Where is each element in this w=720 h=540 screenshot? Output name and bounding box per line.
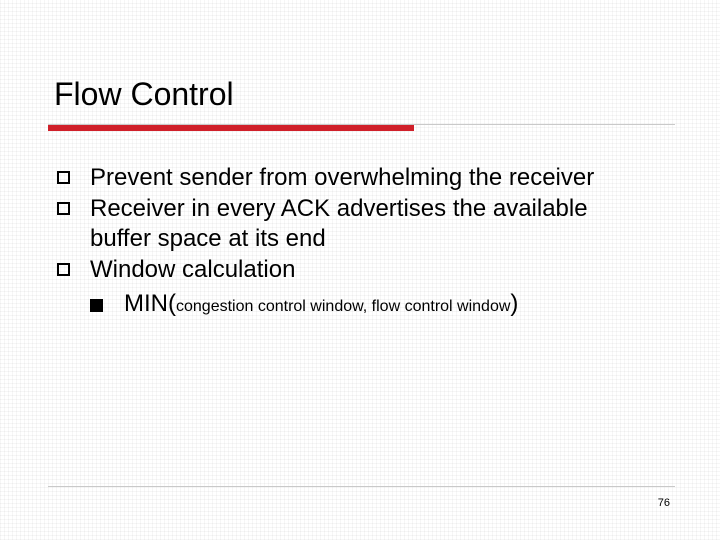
bullet-item — [54, 163, 654, 193]
sub-bullet-prefix: MIN — [124, 290, 168, 317]
bullet-text: Prevent sender from overwhelming the receiver — [90, 164, 595, 191]
title-accent-bar — [48, 125, 414, 131]
bullet-item — [54, 255, 654, 285]
slide-title: Flow Control — [54, 76, 234, 112]
hollow-square-icon — [57, 171, 70, 184]
bullet-item — [54, 194, 654, 254]
bullet-list — [54, 163, 654, 322]
sub-bullet-item — [90, 289, 654, 322]
hollow-square-icon — [57, 263, 70, 276]
open-paren: ( — [168, 290, 176, 317]
bullet-text: Window calculation — [90, 256, 296, 283]
hollow-square-icon — [57, 202, 70, 215]
close-paren: ) — [510, 290, 519, 317]
page-number: 76 — [657, 497, 670, 509]
bullet-text: Receiver in every ACK advertises the available buffer space at its end — [90, 195, 588, 252]
footer-divider — [48, 486, 675, 487]
sub-bullet-inner: congestion control window, flow control window — [176, 298, 511, 315]
filled-square-icon — [90, 299, 103, 312]
